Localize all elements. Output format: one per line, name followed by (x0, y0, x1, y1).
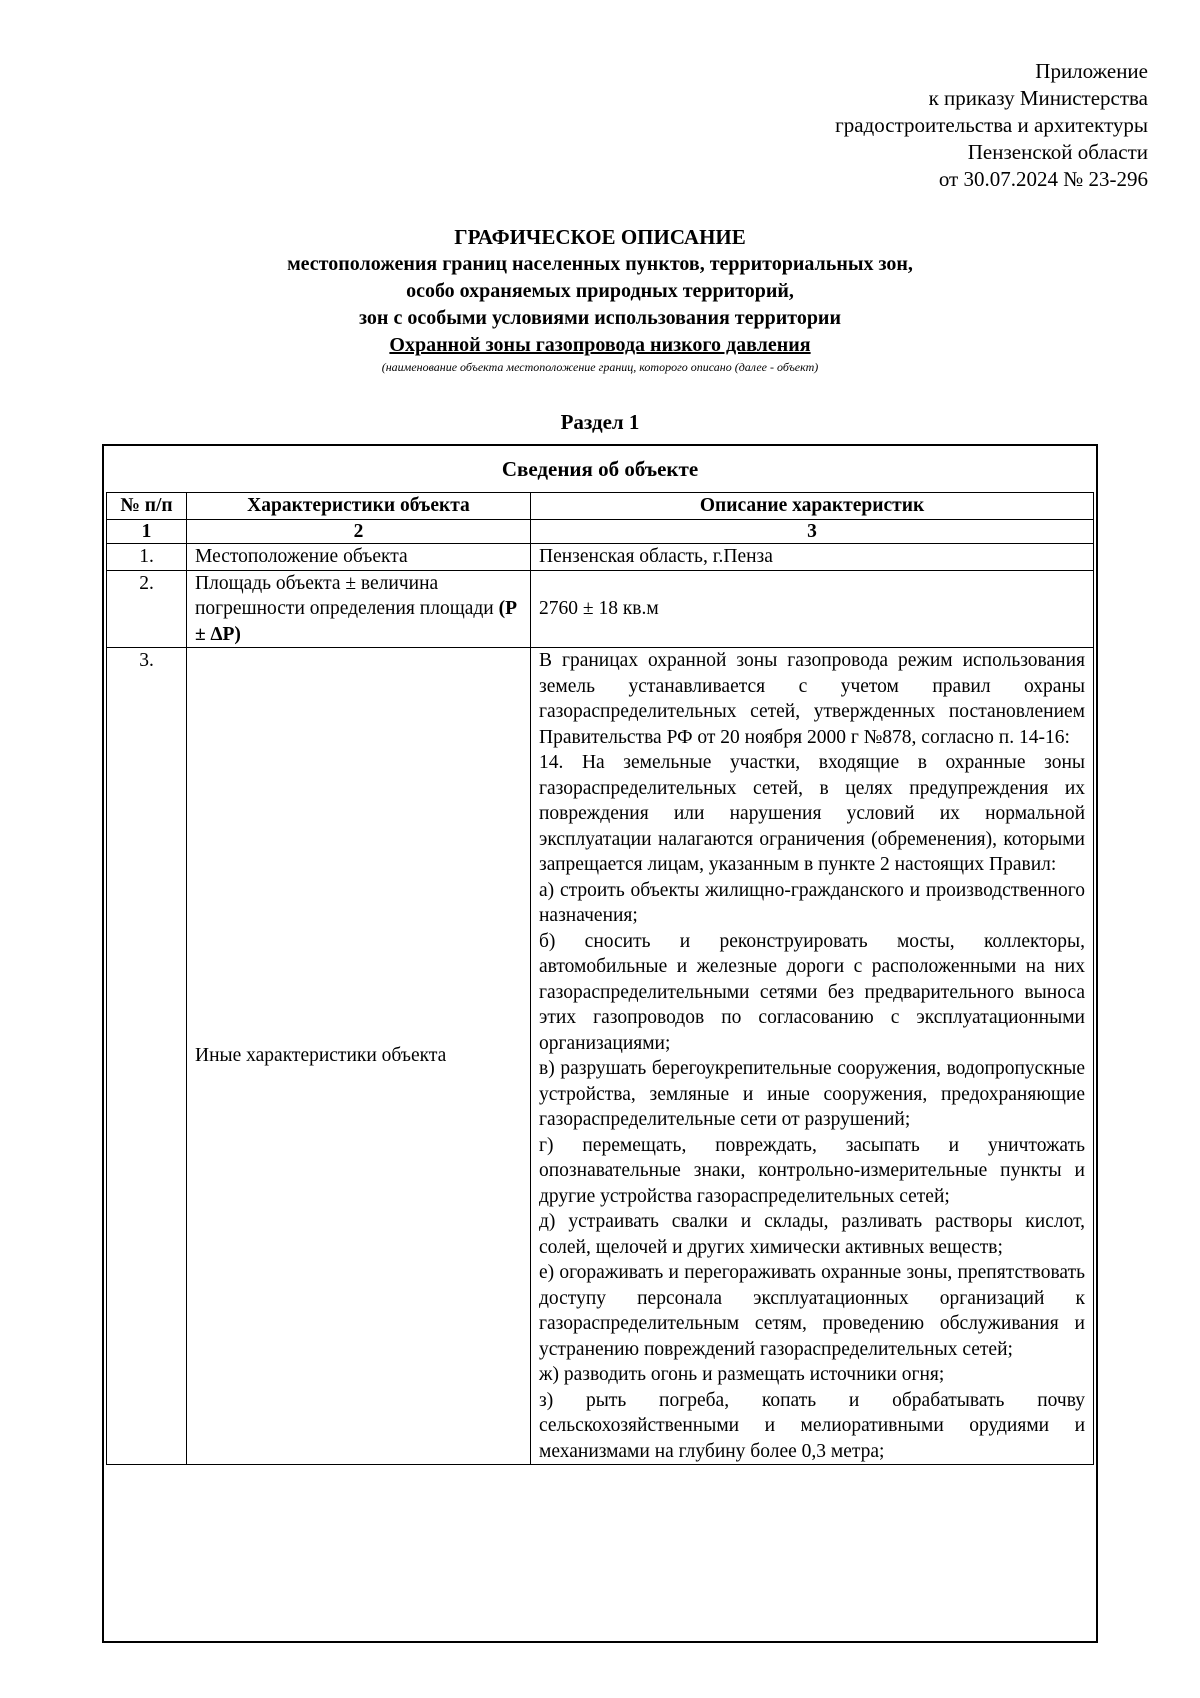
document-subtitle-line: зон с особыми условиями использования территории (359, 307, 841, 329)
row-description (531, 648, 1094, 1465)
description-paragraph: а) строить объекты жилищно-гражданского и производственного назначения; (539, 879, 1085, 926)
row-number: 3. (107, 648, 187, 1465)
object-name-caption: (наименование объекта местоположение границ, которого описано (далее - объект) (381, 360, 819, 374)
description-paragraph: б) сносить и реконструировать мосты, коллекторы, автомобильные и железные дороги с расположенными на них газораспределительными сетями без предварительного выноса этих газопроводов по согласованию с эксплуатационными организациями; (539, 930, 1085, 1054)
column-number: 2 (187, 520, 531, 544)
column-number: 1 (107, 520, 187, 544)
column-number: 3 (531, 520, 1094, 544)
table-row (107, 544, 1094, 571)
appendix-line: Пензенской области (967, 140, 1148, 164)
table-title-row (107, 448, 1094, 493)
row-characteristic (187, 570, 531, 648)
description-paragraph: з) рыть погреба, копать и обрабатывать почву сельскохозяйственными и мелиоративными орудиями и механизмами на глубину более 0,3 метра; (539, 1389, 1085, 1462)
table-title: Сведения об объекте (107, 448, 1094, 493)
section-title: Раздел 1 (560, 410, 640, 434)
column-number-row (107, 520, 1094, 544)
row-description: Пензенская область, г.Пенза (531, 544, 1094, 571)
document-heading (0, 224, 1200, 375)
appendix-line: Приложение (1035, 59, 1148, 83)
row-characteristic: Иные характеристики объекта (187, 648, 531, 1465)
appendix-block (835, 58, 1148, 193)
object-name: Охранной зоны газопровода низкого давления (389, 334, 811, 356)
row-number: 2. (107, 570, 187, 648)
column-header-characteristic: Характеристики объекта (187, 493, 531, 520)
document-subtitle-line: особо охраняемых природных территорий, (406, 280, 794, 302)
description-paragraph: д) устраивать свалки и склады, разливать растворы кислот, солей, щелочей и других химически активных веществ; (539, 1211, 1085, 1258)
area-characteristic-text: Площадь объекта ± величина погрешности определения площади (195, 572, 494, 619)
appendix-line: градостроительства и архитектуры (835, 113, 1148, 137)
description-paragraph: г) перемещать, повреждать, засыпать и уничтожать опознавательные знаки, контрольно-измерительные пункты и другие устройства газораспределительных сетей; (539, 1134, 1085, 1207)
table-row (107, 570, 1094, 648)
document-title: ГРАФИЧЕСКОЕ ОПИСАНИЕ (454, 225, 746, 249)
document-subtitle-line: местоположения границ населенных пунктов, территориальных зон, (287, 253, 913, 275)
table-row (107, 648, 1094, 1465)
row-number: 1. (107, 544, 187, 571)
row-description: 2760 ± 18 кв.м (531, 570, 1094, 648)
column-header-row (107, 493, 1094, 520)
description-paragraph: ж) разводить огонь и размещать источники огня; (539, 1364, 945, 1385)
row-characteristic: Местоположение объекта (187, 544, 531, 571)
description-paragraph: е) огораживать и перегораживать охранные зоны, препятствовать доступу персонала эксплуатационных организаций к газораспределительным сетям, проведению обслуживания и устранению повреждений газораспределительных сетей; (539, 1262, 1085, 1360)
area-formula: (Р ± ∆Р) (195, 598, 517, 645)
description-paragraph: 14. На земельные участки, входящие в охранные зоны газораспределительных сетей, в целях предупреждения их повреждения или нарушения условий их нормальной эксплуатации налагаются ограничения (обременения), которыми запрещается лицам, указанным в пункте 2 настоящих Правил: (539, 752, 1085, 875)
appendix-order-date: от 30.07.2024 № 23-296 (938, 167, 1148, 191)
object-info-table (106, 448, 1094, 1465)
object-info-table-frame (102, 444, 1098, 1643)
column-header-description: Описание характеристик (531, 493, 1094, 520)
column-header-number: № п/п (107, 493, 187, 520)
appendix-line: к приказу Министерства (928, 86, 1148, 110)
description-paragraph: в) разрушать берегоукрепительные сооружения, водопропускные устройства, земляные и иные сооружения, предохраняющие газораспределительные сети от разрушений; (539, 1058, 1085, 1130)
description-paragraph: В границах охранной зоны газопровода режим использования земель устанавливается с учетом правил охраны газораспределительных сетей, утвержденных постановлением Правительства РФ от 20 ноября 2000 г №878, согласно п. 14-16: (539, 650, 1085, 748)
